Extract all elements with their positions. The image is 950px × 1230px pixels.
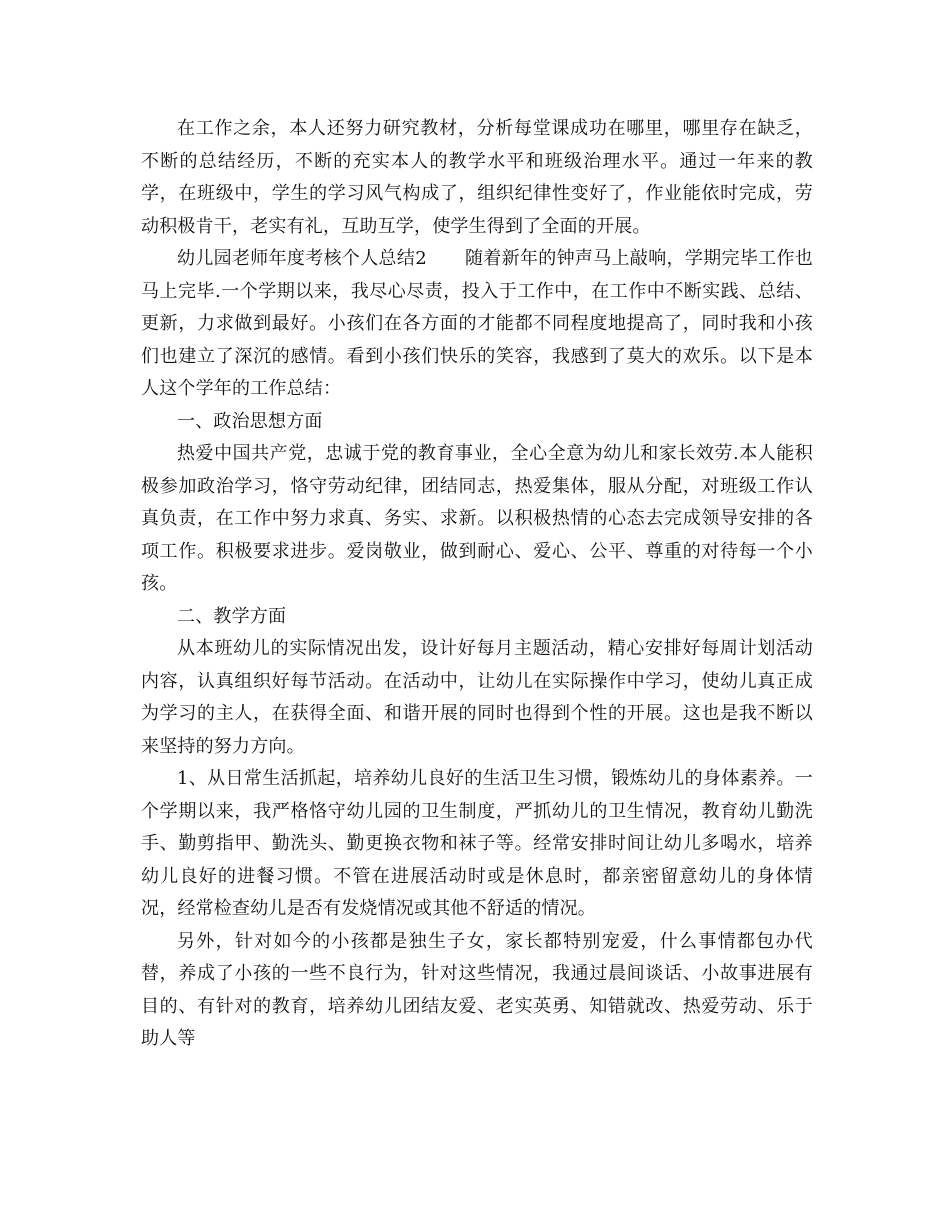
section-heading-teaching: 二、教学方面 (177, 605, 287, 627)
paragraph-daily-hygiene: 1、从日常生活抓起，培养幼儿良好的生活卫生习惯，锻炼幼儿的身体素养。一个学期以来，我严格恪守幼儿园的卫生制度，严抓幼儿的卫生情况，教育幼儿勤洗手、勤剪指甲、勤洗头、勤更换衣物和袜子等。经常安排时间让幼儿多喝水，培养幼儿良好的进餐习惯。不管在进展活动时或是休息时，都亲密留意幼儿的身体情况，经常检查幼儿是否有发烧情况或其他不舒适的情况。 (141, 768, 813, 919)
paragraph-teaching: 从本班幼儿的实际情况出发，设计好每月主题活动，精心安排好每周计划活动内容，认真组织好每节活动。在活动中，让幼儿在实际操作中学习，使幼儿真正成为学习的主人，在获得全面、和谐开展的同时也得到个性的开展。这也是我不断以来坚持的努力方向。 (141, 638, 813, 757)
paragraph-politics: 热爱中国共产党，忠诚于党的教育事业，全心全意为幼儿和家长效劳.本人能积极参加政治学习，恪守劳动纪律，团结同志，热爱集体，服从分配，对班级工作认真负责，在工作中努力求真、务实、求新。以积极热情的心态去完成领导安排的各项工作。积极要求进步。爱岗敬业，做到耐心、爱心、公平、尊重的对待每一个小孩。 (141, 443, 813, 594)
summary-intro-text: 随着新年的钟声马上敲响，学期完毕工作也马上完毕.一个学期以来，我尽心尽责，投入于工作中，在工作中不断实践、总结、更新，力求做到最好。小孩们在各方面的才能都不同程度地提高了，同时我和小孩们也建立了深沉的感情。看到小孩们快乐的笑容，我感到了莫大的欢乐。以下是本人这个学年的工作总结： (141, 248, 813, 399)
paragraph-teaching-reflection: 在工作之余，本人还努力研究教材，分析每堂课成功在哪里，哪里存在缺乏，不断的总结经历，不断的充实本人的教学水平和班级治理水平。通过一年来的教学，在班级中，学生的学习风气构成了，组织纪律性变好了，作业能依时完成，劳动积极肯干，老实有礼，互助互学，使学生得到了全面的开展。 (141, 118, 813, 237)
section-heading-politics: 一、政治思想方面 (177, 410, 323, 432)
paragraph-character-education: 另外，针对如今的小孩都是独生子女，家长都特别宠爱，什么事情都包办代替，养成了小孩的一些不良行为，针对这些情况，我通过晨间谈话、小故事进展有目的、有针对的教育，培养幼儿团结友爱、老实英勇、知错就改、热爱劳动、乐于助人等 (141, 930, 813, 1049)
paragraph-summary-intro (141, 243, 813, 406)
section-heading-summary-2: 幼儿园老师年度考核个人总结2 (177, 248, 427, 269)
document-body (141, 113, 813, 1056)
